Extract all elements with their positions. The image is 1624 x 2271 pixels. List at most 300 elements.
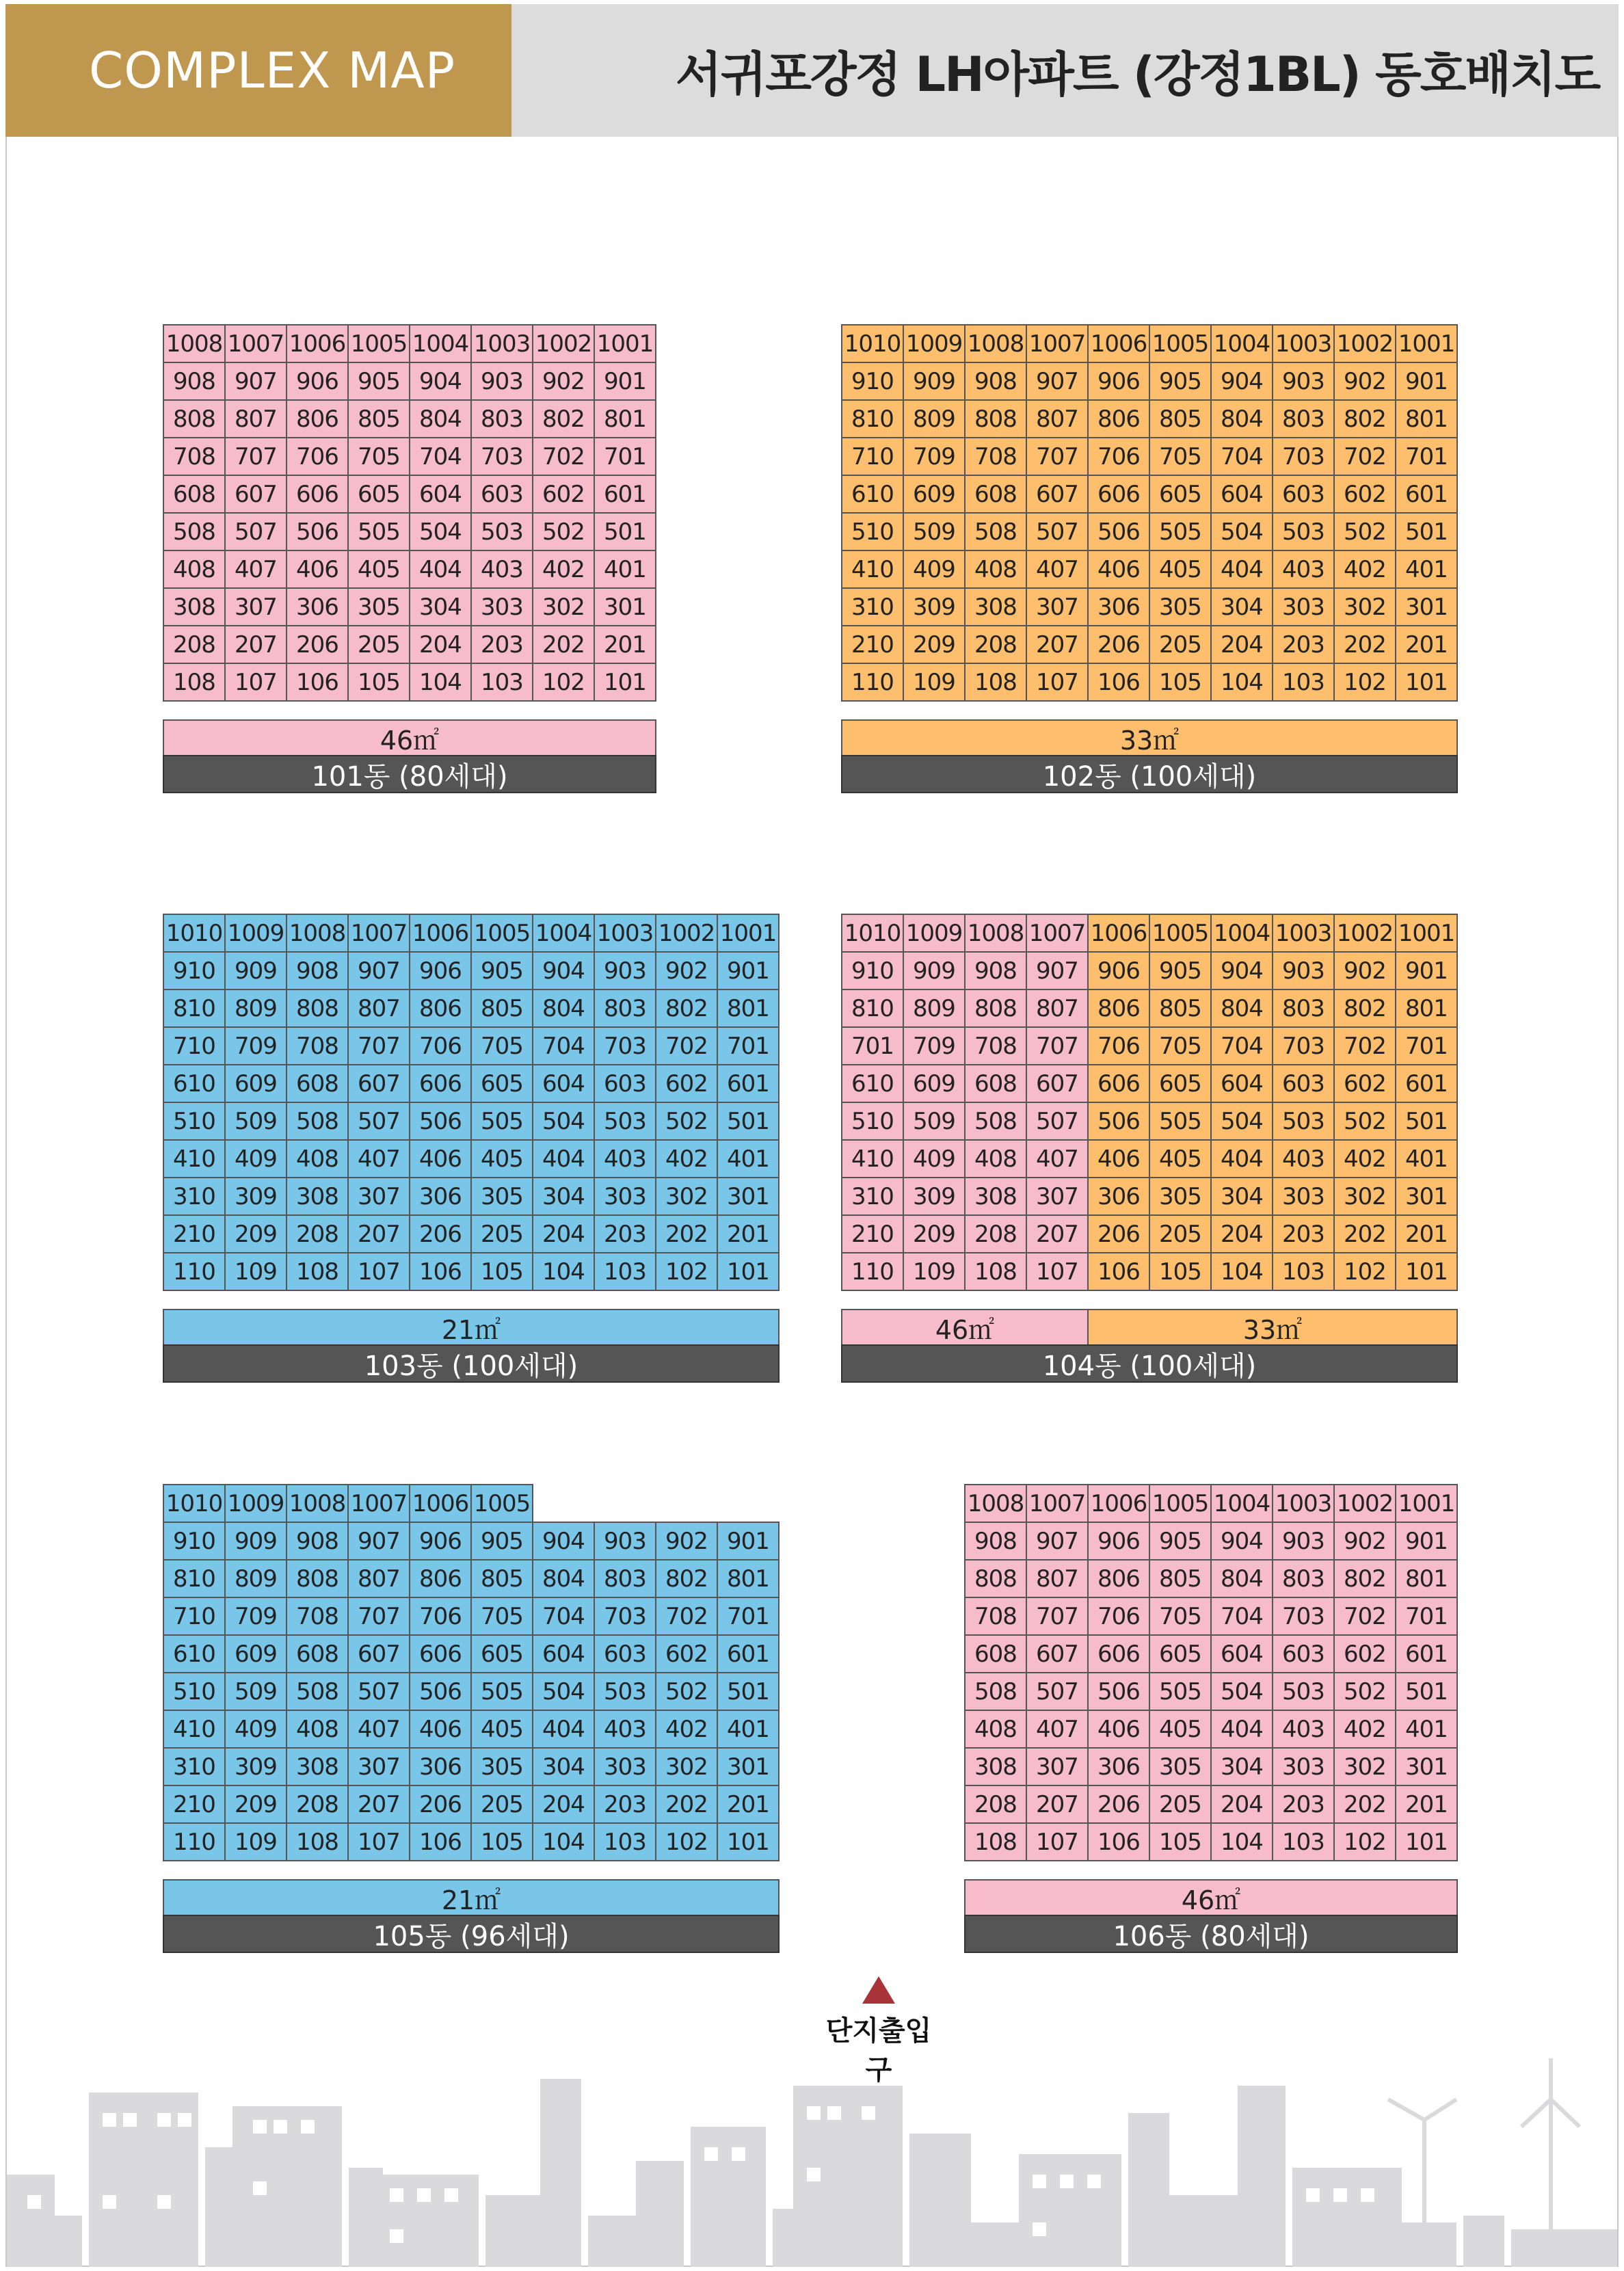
unit-cell: 807 [347, 1559, 410, 1598]
unit-cell: 904 [1210, 362, 1273, 401]
unit-cell: 108 [286, 1822, 349, 1861]
unit-cell: 206 [409, 1785, 472, 1824]
area-bar: 46㎡ [841, 1309, 1089, 1346]
unit-cell: 510 [841, 1102, 904, 1141]
unit-cell: 1001 [1395, 914, 1458, 953]
unit-cell: 205 [470, 1785, 533, 1824]
unit-cell: 604 [409, 475, 472, 514]
unit-cell: 103 [1272, 663, 1335, 702]
unit-cell: 108 [964, 1822, 1027, 1861]
unit-cell: 601 [594, 475, 656, 514]
unit-cell: 505 [470, 1102, 533, 1141]
unit-cell: 208 [163, 625, 226, 664]
unit-cell: 202 [532, 625, 595, 664]
unit-cell: 505 [470, 1672, 533, 1711]
unit-cell: 901 [717, 951, 780, 990]
unit-cell: 308 [286, 1177, 349, 1216]
unit-cell: 1007 [1026, 914, 1089, 953]
unit-cell: 504 [532, 1672, 595, 1711]
unit-cell: 701 [1395, 1597, 1458, 1636]
unit-cell: 808 [286, 1559, 349, 1598]
area-bar: 46㎡ [163, 719, 656, 756]
unit-cell: 605 [1149, 1064, 1212, 1103]
unit-cell: 810 [163, 989, 226, 1028]
unit-cell: 510 [163, 1102, 226, 1141]
unit-cell: 204 [532, 1214, 595, 1253]
unit-cell: 110 [841, 1252, 904, 1291]
unit-cell: 702 [1333, 1026, 1396, 1065]
unit-cell: 603 [594, 1064, 656, 1103]
unit-cell: 302 [1333, 1747, 1396, 1786]
unit-cell: 610 [163, 1634, 226, 1673]
unit-cell: 708 [964, 1026, 1027, 1065]
unit-cell: 301 [1395, 1747, 1458, 1786]
unit-cell: 507 [1026, 512, 1089, 551]
unit-cell: 905 [1149, 362, 1212, 401]
unit-cell: 509 [224, 1102, 287, 1141]
unit-cell: 909 [224, 951, 287, 990]
unit-cell: 604 [1210, 1064, 1273, 1103]
unit-cell: 408 [286, 1710, 349, 1749]
unit-cell: 504 [532, 1102, 595, 1141]
unit-cell: 908 [964, 1522, 1027, 1561]
building-name-bar: 106동 (80세대) [964, 1915, 1458, 1953]
unit-cell: 205 [1149, 625, 1212, 664]
unit-cell: 406 [1087, 550, 1150, 589]
unit-cell: 910 [841, 362, 904, 401]
unit-cell: 307 [1026, 587, 1089, 626]
unit-cell: 105 [1149, 663, 1212, 702]
unit-cell: 603 [1272, 475, 1335, 514]
unit-cell: 1003 [470, 324, 533, 363]
unit-cell: 506 [286, 512, 349, 551]
unit-cell: 101 [1395, 1822, 1458, 1861]
unit-cell: 205 [470, 1214, 533, 1253]
unit-cell: 702 [1333, 1597, 1396, 1636]
unit-cell: 1007 [224, 324, 287, 363]
unit-cell: 607 [1026, 1634, 1089, 1673]
unit-cell: 303 [1272, 587, 1335, 626]
unit-cell: 408 [964, 550, 1027, 589]
unit-cell: 701 [594, 437, 656, 476]
unit-cell: 909 [903, 951, 966, 990]
unit-cell: 705 [470, 1026, 533, 1065]
unit-cell: 101 [717, 1822, 780, 1861]
unit-cell: 507 [1026, 1102, 1089, 1141]
unit-cell: 309 [224, 1177, 287, 1216]
unit-cell: 308 [163, 587, 226, 626]
unit-cell: 303 [1272, 1747, 1335, 1786]
unit-cell: 803 [594, 1559, 656, 1598]
unit-cell: 704 [409, 437, 472, 476]
unit-cell: 303 [1272, 1177, 1335, 1216]
building-name-bar: 104동 (100세대) [841, 1344, 1458, 1383]
unit-cell: 207 [1026, 625, 1089, 664]
unit-cell: 701 [717, 1026, 780, 1065]
unit-cell: 1006 [286, 324, 349, 363]
unit-cell: 806 [409, 989, 472, 1028]
unit-cell: 709 [224, 1597, 287, 1636]
area-bar: 21㎡ [163, 1309, 780, 1346]
unit-cell: 102 [655, 1822, 718, 1861]
unit-cell: 407 [347, 1710, 410, 1749]
unit-cell: 802 [655, 1559, 718, 1598]
unit-cell: 804 [409, 399, 472, 438]
unit-cell: 209 [903, 625, 966, 664]
unit-cell: 104 [409, 663, 472, 702]
unit-cell: 509 [903, 1102, 966, 1141]
unit-cell: 303 [594, 1177, 656, 1216]
unit-cell: 1006 [1087, 324, 1150, 363]
unit-cell: 308 [964, 1747, 1027, 1786]
unit-cell: 703 [1272, 437, 1335, 476]
unit-cell: 608 [964, 475, 1027, 514]
unit-cell: 803 [1272, 399, 1335, 438]
unit-cell: 606 [409, 1064, 472, 1103]
unit-cell: 305 [1149, 1177, 1212, 1216]
unit-cell: 1004 [1210, 914, 1273, 953]
unit-cell: 202 [1333, 625, 1396, 664]
unit-cell: 501 [717, 1672, 780, 1711]
unit-cell: 102 [1333, 1822, 1396, 1861]
unit-cell: 901 [717, 1522, 780, 1561]
unit-cell: 907 [224, 362, 287, 401]
unit-cell: 704 [1210, 437, 1273, 476]
unit-cell: 508 [964, 512, 1027, 551]
unit-cell: 503 [1272, 1102, 1335, 1141]
unit-cell: 1005 [1149, 324, 1212, 363]
unit-cell: 503 [470, 512, 533, 551]
unit-cell: 107 [224, 663, 287, 702]
unit-cell: 203 [1272, 625, 1335, 664]
unit-cell: 1004 [1210, 324, 1273, 363]
unit-cell: 601 [1395, 1064, 1458, 1103]
unit-cell: 704 [532, 1026, 595, 1065]
unit-cell: 203 [1272, 1785, 1335, 1824]
unit-cell: 908 [964, 362, 1027, 401]
unit-cell: 201 [1395, 1214, 1458, 1253]
unit-cell: 501 [594, 512, 656, 551]
unit-cell: 408 [286, 1139, 349, 1178]
unit-cell: 807 [347, 989, 410, 1028]
unit-cell: 703 [594, 1026, 656, 1065]
unit-cell: 609 [224, 1634, 287, 1673]
unit-cell: 502 [1333, 1102, 1396, 1141]
unit-cell: 308 [964, 1177, 1027, 1216]
unit-cell: 306 [409, 1177, 472, 1216]
unit-cell: 301 [717, 1747, 780, 1786]
unit-cell: 606 [1087, 1634, 1150, 1673]
unit-cell: 707 [1026, 1597, 1089, 1636]
unit-cell: 208 [286, 1214, 349, 1253]
unit-cell: 904 [532, 1522, 595, 1561]
unit-cell: 902 [1333, 1522, 1396, 1561]
unit-cell: 502 [655, 1672, 718, 1711]
unit-cell: 505 [1149, 1102, 1212, 1141]
unit-cell: 508 [286, 1672, 349, 1711]
unit-cell: 103 [594, 1252, 656, 1291]
unit-cell: 1010 [841, 914, 904, 953]
unit-cell: 1002 [1333, 324, 1396, 363]
unit-cell: 706 [1087, 1597, 1150, 1636]
unit-cell: 810 [841, 399, 904, 438]
unit-cell: 504 [1210, 1102, 1273, 1141]
unit-cell: 903 [1272, 1522, 1335, 1561]
unit-cell: 206 [286, 625, 349, 664]
unit-cell: 401 [594, 550, 656, 589]
unit-cell: 307 [1026, 1747, 1089, 1786]
unit-cell: 710 [841, 437, 904, 476]
unit-cell: 1006 [1087, 1484, 1150, 1523]
unit-cell: 108 [964, 663, 1027, 702]
unit-cell: 506 [1087, 1102, 1150, 1141]
unit-cell: 905 [1149, 951, 1212, 990]
unit-cell: 802 [1333, 989, 1396, 1028]
unit-cell: 607 [347, 1064, 410, 1103]
unit-cell: 908 [964, 951, 1027, 990]
unit-cell: 501 [717, 1102, 780, 1141]
entrance-label: 단지출입구 [825, 2015, 932, 2086]
unit-cell: 902 [532, 362, 595, 401]
unit-cell: 210 [163, 1214, 226, 1253]
unit-cell: 808 [286, 989, 349, 1028]
unit-cell: 906 [1087, 362, 1150, 401]
unit-cell: 405 [1149, 550, 1212, 589]
unit-cell: 701 [717, 1597, 780, 1636]
unit-cell: 307 [1026, 1177, 1089, 1216]
unit-cell: 204 [409, 625, 472, 664]
unit-cell: 501 [1395, 512, 1458, 551]
building-name-bar: 102동 (100세대) [841, 755, 1458, 793]
unit-cell: 1004 [1210, 1484, 1273, 1523]
unit-cell: 707 [1026, 437, 1089, 476]
unit-cell: 1008 [286, 1484, 349, 1523]
unit-cell: 1010 [163, 914, 226, 953]
area-bar: 46㎡ [964, 1879, 1458, 1916]
unit-cell: 104 [532, 1252, 595, 1291]
unit-cell: 805 [1149, 1559, 1212, 1598]
unit-cell: 608 [964, 1064, 1027, 1103]
unit-cell: 906 [1087, 1522, 1150, 1561]
unit-cell: 410 [163, 1139, 226, 1178]
unit-cell: 508 [286, 1102, 349, 1141]
unit-cell: 806 [1087, 989, 1150, 1028]
unit-cell: 704 [1210, 1597, 1273, 1636]
unit-cell: 607 [224, 475, 287, 514]
unit-cell: 701 [841, 1026, 904, 1065]
unit-cell: 305 [470, 1177, 533, 1216]
unit-cell: 802 [655, 989, 718, 1028]
city-skyline-icon [7, 2058, 1617, 2267]
unit-cell: 209 [224, 1785, 287, 1824]
unit-cell: 307 [224, 587, 287, 626]
unit-cell: 1009 [903, 324, 966, 363]
unit-cell: 1002 [655, 914, 718, 953]
unit-cell: 1005 [347, 324, 410, 363]
unit-cell: 503 [1272, 1672, 1335, 1711]
unit-cell: 504 [409, 512, 472, 551]
unit-cell: 509 [224, 1672, 287, 1711]
unit-cell: 202 [655, 1785, 718, 1824]
unit-cell: 904 [1210, 951, 1273, 990]
unit-cell: 807 [224, 399, 287, 438]
unit-cell: 106 [409, 1252, 472, 1291]
unit-cell: 710 [163, 1026, 226, 1065]
unit-cell: 104 [1210, 1822, 1273, 1861]
unit-cell: 402 [1333, 1139, 1396, 1178]
unit-cell: 602 [532, 475, 595, 514]
unit-cell: 404 [532, 1710, 595, 1749]
unit-cell: 801 [1395, 399, 1458, 438]
unit-cell: 704 [1210, 1026, 1273, 1065]
unit-cell: 1002 [1333, 1484, 1396, 1523]
unit-cell: 407 [1026, 1710, 1089, 1749]
unit-cell: 702 [1333, 437, 1396, 476]
unit-cell: 1001 [594, 324, 656, 363]
unit-cell: 106 [286, 663, 349, 702]
unit-cell: 1008 [964, 1484, 1027, 1523]
unit-cell: 410 [163, 1710, 226, 1749]
unit-cell: 604 [1210, 1634, 1273, 1673]
unit-cell: 207 [1026, 1785, 1089, 1824]
unit-cell: 602 [1333, 1634, 1396, 1673]
unit-cell: 804 [532, 1559, 595, 1598]
unit-cell: 102 [1333, 663, 1396, 702]
unit-cell: 907 [347, 1522, 410, 1561]
unit-cell: 1010 [163, 1484, 226, 1523]
unit-cell: 905 [470, 951, 533, 990]
unit-cell: 106 [1087, 1822, 1150, 1861]
unit-cell: 1003 [1272, 1484, 1335, 1523]
unit-cell: 205 [1149, 1214, 1212, 1253]
unit-cell: 201 [717, 1785, 780, 1824]
unit-cell: 203 [594, 1214, 656, 1253]
unit-cell: 510 [163, 1672, 226, 1711]
unit-cell: 805 [1149, 399, 1212, 438]
unit-cell: 605 [347, 475, 410, 514]
unit-cell: 605 [470, 1064, 533, 1103]
unit-cell: 902 [1333, 362, 1396, 401]
unit-cell: 505 [1149, 512, 1212, 551]
unit-cell: 903 [1272, 951, 1335, 990]
unit-cell: 201 [594, 625, 656, 664]
unit-cell: 605 [1149, 1634, 1212, 1673]
unit-cell: 202 [655, 1214, 718, 1253]
unit-cell: 207 [1026, 1214, 1089, 1253]
unit-cell: 503 [594, 1672, 656, 1711]
unit-cell: 206 [409, 1214, 472, 1253]
unit-cell: 402 [1333, 1710, 1396, 1749]
unit-cell: 203 [1272, 1214, 1335, 1253]
unit-cell: 801 [594, 399, 656, 438]
unit-cell: 409 [224, 1139, 287, 1178]
unit-cell: 1003 [1272, 914, 1335, 953]
unit-cell: 907 [1026, 1522, 1089, 1561]
unit-cell: 105 [1149, 1252, 1212, 1291]
unit-cell: 606 [1087, 475, 1150, 514]
unit-cell: 808 [964, 989, 1027, 1028]
unit-cell: 807 [1026, 989, 1089, 1028]
unit-cell: 106 [1087, 1252, 1150, 1291]
unit-cell: 802 [1333, 1559, 1396, 1598]
unit-cell: 302 [1333, 587, 1396, 626]
unit-cell: 804 [1210, 1559, 1273, 1598]
unit-cell: 406 [409, 1139, 472, 1178]
unit-cell: 804 [1210, 989, 1273, 1028]
unit-cell: 804 [1210, 399, 1273, 438]
unit-cell: 909 [224, 1522, 287, 1561]
unit-cell: 306 [286, 587, 349, 626]
unit-cell: 609 [224, 1064, 287, 1103]
unit-cell: 1002 [1333, 914, 1396, 953]
unit-cell: 704 [532, 1597, 595, 1636]
unit-cell: 504 [1210, 512, 1273, 551]
unit-cell: 403 [470, 550, 533, 589]
unit-cell: 402 [655, 1710, 718, 1749]
unit-cell: 901 [594, 362, 656, 401]
unit-cell: 908 [286, 951, 349, 990]
unit-cell: 204 [1210, 1214, 1273, 1253]
unit-cell: 402 [532, 550, 595, 589]
unit-cell: 405 [470, 1710, 533, 1749]
unit-cell: 604 [532, 1634, 595, 1673]
unit-cell: 401 [1395, 550, 1458, 589]
unit-cell: 1007 [1026, 324, 1089, 363]
unit-cell: 409 [224, 1710, 287, 1749]
unit-cell: 406 [286, 550, 349, 589]
unit-cell: 408 [163, 550, 226, 589]
unit-cell: 507 [224, 512, 287, 551]
unit-cell: 108 [964, 1252, 1027, 1291]
unit-cell: 601 [717, 1634, 780, 1673]
unit-cell: 905 [470, 1522, 533, 1561]
unit-cell: 209 [903, 1214, 966, 1253]
unit-cell: 801 [1395, 989, 1458, 1028]
unit-cell: 301 [1395, 1177, 1458, 1216]
unit-cell: 604 [1210, 475, 1273, 514]
unit-cell: 806 [409, 1559, 472, 1598]
unit-cell: 707 [347, 1597, 410, 1636]
unit-cell: 108 [163, 663, 226, 702]
unit-cell: 502 [1333, 512, 1396, 551]
unit-cell: 603 [1272, 1634, 1335, 1673]
unit-cell: 1005 [1149, 1484, 1212, 1523]
unit-cell: 508 [964, 1672, 1027, 1711]
unit-cell: 305 [1149, 1747, 1212, 1786]
unit-cell: 208 [964, 1785, 1027, 1824]
unit-cell: 1008 [286, 914, 349, 953]
unit-cell: 401 [717, 1139, 780, 1178]
unit-cell: 703 [1272, 1597, 1335, 1636]
unit-cell: 610 [841, 475, 904, 514]
unit-cell: 703 [470, 437, 533, 476]
unit-cell: 803 [1272, 989, 1335, 1028]
unit-cell: 107 [347, 1822, 410, 1861]
unit-cell: 801 [1395, 1559, 1458, 1598]
unit-cell: 705 [1149, 1597, 1212, 1636]
unit-cell: 105 [347, 663, 410, 702]
unit-cell: 410 [841, 1139, 904, 1178]
unit-cell: 705 [1149, 1026, 1212, 1065]
unit-cell: 907 [347, 951, 410, 990]
unit-cell: 809 [224, 989, 287, 1028]
unit-cell: 508 [163, 512, 226, 551]
unit-cell: 602 [1333, 475, 1396, 514]
unit-cell: 901 [1395, 951, 1458, 990]
unit-cell: 501 [1395, 1102, 1458, 1141]
unit-cell: 601 [717, 1064, 780, 1103]
unit-cell: 401 [717, 1710, 780, 1749]
